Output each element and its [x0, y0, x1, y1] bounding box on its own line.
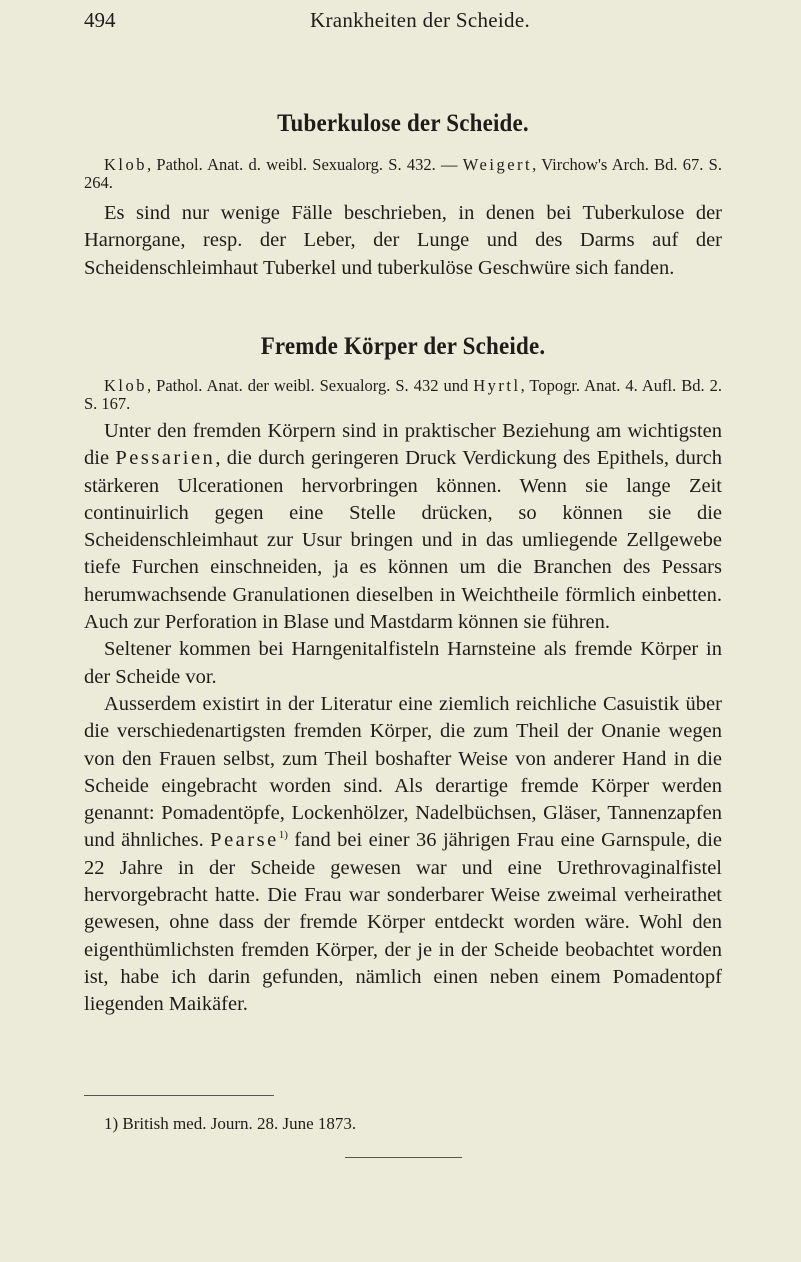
reference-text: Klob, Pathol. Anat. d. weibl. Sexualorg. S. 432. — Weigert, Virchow's Arch. Bd. 67. S. 264.: [84, 155, 722, 192]
author-klob: Klob: [104, 376, 147, 395]
paragraph: Unter den fremden Körpern sind in praktischer Beziehung am wichtigsten die Pessarien, die durch geringeren Druck Verdickung des Epithels, durch stärkeren Ulcerationen hervorbringen können. Wenn sie lange Zeit continuirlich gegen eine Stelle drücken, so können sie die Scheidenschleimhaut zur Usur bringen und in das umliegende Zellgewebe tiefe Furchen einschneiden, ja es können um die Branchen des Pessars herumwachsende Granulationen dieselben in Weichtheile förmlich einbetten. Auch zur Perforation in Blase und Mastdarm können sie führen.: [84, 420, 723, 634]
body-fremde-koerper: [84, 418, 722, 1019]
page-number: 494: [84, 8, 116, 32]
reference-text: Klob, Pathol. Anat. der weibl. Sexualorg. S. 432 und Hyrtl, Topogr. Anat. 4. Aufl. Bd. 2. S. 167.: [84, 376, 723, 413]
section-heading: Fremde Körper der Scheide.: [260, 333, 546, 360]
author-klob: Klob: [104, 155, 147, 174]
reference-tuberkulose: [84, 156, 722, 192]
paragraph: Seltener kommen bei Harngenitalfisteln Harnsteine als fremde Körper in der Scheide vor.: [84, 638, 722, 688]
section-tuberkulose: [84, 110, 722, 138]
running-head: [84, 8, 724, 38]
paragraph: Es sind nur wenige Fälle beschrieben, in denen bei Tuberkulose der Harnorgane, resp. der Leber, der Lunge und des Darms auf der Scheidenschleimhaut Tuberkel und tuberkulöse Geschwüre sich fanden.: [84, 202, 722, 279]
paragraph: Ausserdem existirt in der Literatur eine ziemlich reichliche Casuistik über die verschiedenartigsten fremden Körper, die zum Theil der Onanie wegen von den Frauen selbst, zum Theil boshafter Weise von anderer Hand in die Scheide eingebracht worden sind. Als derartige fremde Körper werden genannt: Pomadentöpfe, Lockenhölzer, Nadelbüchsen, Gläser, Tannenzapfen und ähnliches. Pearse$^{1)}$ fand bei einer 36 jährigen Frau eine Garnspule, die 22 Jahre in der Scheide gewesen war und eine Urethrovaginalfistel hervorgebracht hatte. Die Frau war sonderbarer Weise zweimal verheirathet gewesen, ohne dass der fremde Körper entdeckt worden wäre. Wohl den eigenthümlichsten fremden Körper, der je in der Scheide beobachtet worden ist, habe ich darin gefunden, nämlich einen neben einem Pomadentopf liegenden Maikäfer.: [84, 692, 723, 1016]
bottom-divider: [345, 1157, 462, 1158]
paragraph-tuberkulose: [84, 200, 722, 282]
section-heading: Tuberkulose der Scheide.: [277, 110, 529, 137]
section-fremde-koerper: [84, 333, 722, 361]
running-title: Krankheiten der Scheide.: [310, 8, 531, 32]
footnote-divider: [84, 1095, 274, 1096]
author-pearse: Pearse: [210, 829, 279, 852]
author-weigert: Weigert: [462, 155, 533, 174]
footnote-marker[interactable]: 1): [278, 829, 288, 842]
footnote: 1) British med. Journ. 28. June 1873.: [104, 1114, 357, 1133]
term-pessarien: Pessarien: [115, 447, 216, 470]
reference-fremde-koerper: [84, 377, 722, 413]
author-hyrtl: Hyrtl: [473, 376, 521, 395]
